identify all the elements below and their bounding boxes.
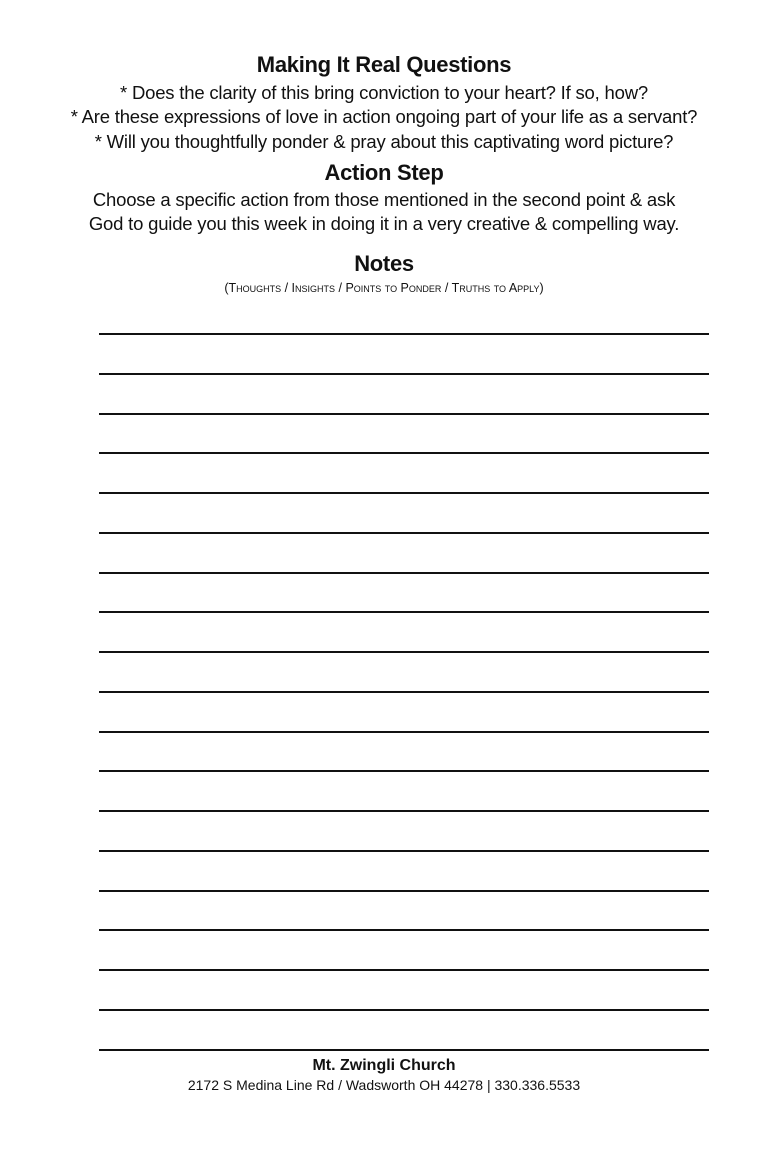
note-line xyxy=(99,373,709,375)
note-line xyxy=(99,333,709,335)
note-line xyxy=(99,890,709,892)
note-line xyxy=(99,691,709,693)
note-line xyxy=(99,731,709,733)
note-line xyxy=(99,929,709,931)
action-step-line-2: God to guide you this week in doing it in a very creative & compelling way. xyxy=(88,213,680,234)
action-step-line-1: Choose a specific action from those mentioned in the second point & ask xyxy=(92,189,676,210)
note-line xyxy=(99,770,709,772)
note-line xyxy=(99,492,709,494)
note-line xyxy=(99,810,709,812)
notes-subheading: (Thoughts / Insights / Points to Ponder / Truths to Apply) xyxy=(224,281,544,295)
note-line xyxy=(99,1009,709,1011)
note-line xyxy=(99,651,709,653)
notes-heading: Notes xyxy=(354,251,414,276)
note-line xyxy=(99,452,709,454)
note-line xyxy=(99,969,709,971)
note-line xyxy=(99,532,709,534)
making-it-real-heading: Making It Real Questions xyxy=(256,52,512,77)
church-name: Mt. Zwingli Church xyxy=(312,1057,456,1074)
action-step-heading: Action Step xyxy=(324,160,444,185)
question-1: * Does the clarity of this bring conviction to your heart? If so, how? xyxy=(120,82,648,103)
note-line xyxy=(99,572,709,574)
note-line xyxy=(99,1049,709,1051)
note-line xyxy=(99,611,709,613)
church-address: 2172 S Medina Line Rd / Wadsworth OH 44278 | 330.336.5533 xyxy=(187,1077,581,1093)
note-line xyxy=(99,850,709,852)
question-2: * Are these expressions of love in action ongoing part of your life as a servant? xyxy=(70,106,698,127)
note-line xyxy=(99,413,709,415)
question-3: * Will you thoughtfully ponder & pray about this captivating word picture? xyxy=(94,131,674,152)
